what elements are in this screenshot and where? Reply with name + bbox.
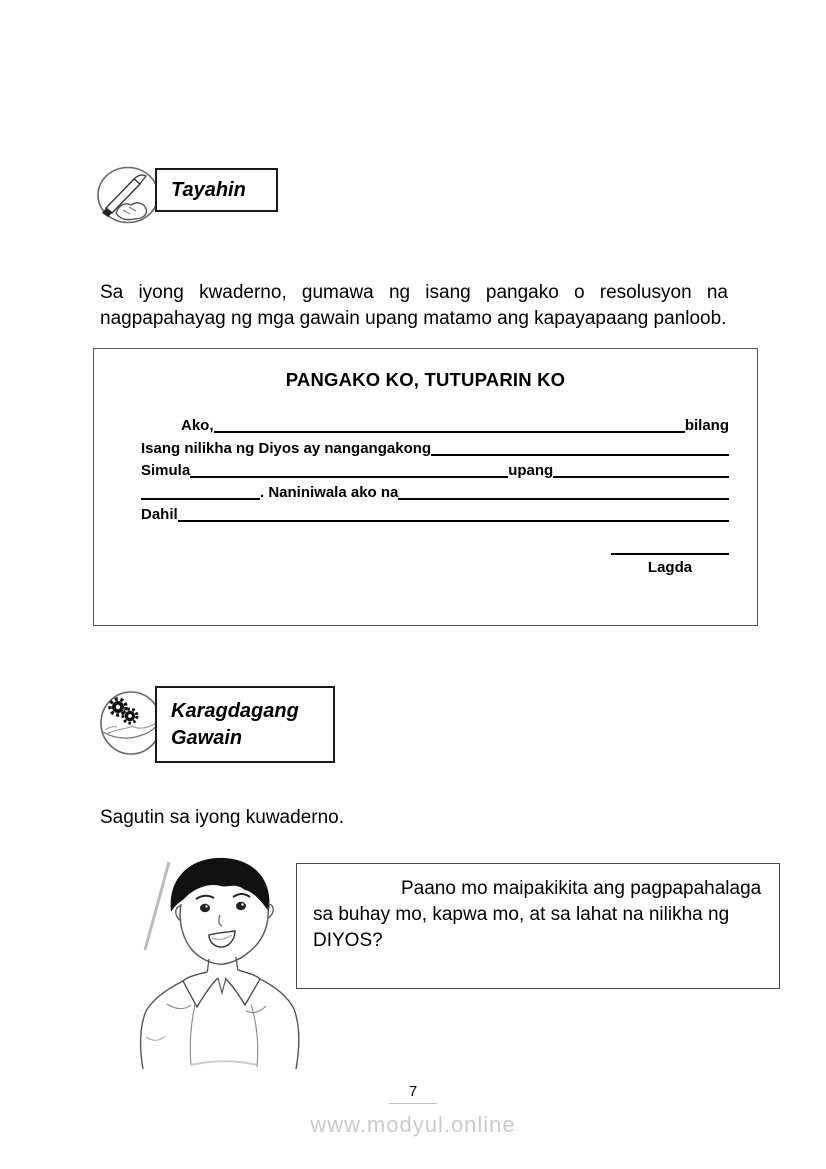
boy-sketch-illustration <box>133 852 307 1075</box>
tayahin-label: Tayahin <box>171 178 246 201</box>
pledge-fill-line <box>141 434 729 456</box>
pledge-text-segment: Ako, <box>181 417 214 435</box>
question-box <box>296 863 780 989</box>
page-number: 7 <box>389 1083 437 1104</box>
pledge-blank-line <box>141 498 260 500</box>
pledge-text-segment: Dahil <box>141 506 178 524</box>
pledge-fill-line <box>141 412 729 434</box>
pledge-blank-line <box>553 476 729 478</box>
pledge-lines <box>94 412 757 523</box>
signature-label: Lagda <box>647 559 693 577</box>
writing-hand-icon <box>96 166 160 229</box>
pledge-blank-line <box>214 431 685 433</box>
pledge-text-segment: . Naniniwala ako na <box>260 484 399 502</box>
pledge-blank-line <box>431 454 729 456</box>
pledge-fill-line <box>141 457 729 479</box>
pledge-title: PANGAKO KO, TUTUPARIN KO <box>285 369 566 390</box>
pledge-text-segment: bilang <box>684 417 729 435</box>
pledge-form-box <box>93 348 758 626</box>
signature-line <box>611 553 729 555</box>
watermark: www.modyul.online <box>310 1112 516 1137</box>
pledge-text-segment: upang <box>508 461 554 479</box>
karagdagang-label-line2: Gawain <box>171 726 243 749</box>
pledge-blank-line <box>178 520 729 522</box>
pledge-text-segment: Isang nilikha ng Diyos ay nangangakong <box>141 439 432 457</box>
footer <box>0 1083 826 1104</box>
pledge-text-segment: Simula <box>141 461 191 479</box>
karagdagang-heading-box <box>155 686 335 763</box>
pledge-fill-line <box>141 479 729 501</box>
question-text: Paano mo maipakikita ang pagpapahalaga sa buhay mo, kapwa mo, at sa lahat na nilikha ng DIYOS? <box>313 878 762 951</box>
pledge-blank-line <box>190 476 508 478</box>
signature-block <box>611 553 729 576</box>
karagdagang-label-line1: Karagdagang <box>171 699 299 722</box>
tayahin-instruction: Sa iyong kwaderno, gumawa ng isang pangako o resolusyon na nagpapahayag ng mga gawain upang matamo ang kapayapaang panloob. <box>100 282 728 329</box>
gears-hand-icon <box>99 690 163 761</box>
karagdagang-instruction: Sagutin sa iyong kuwaderno. <box>100 807 344 828</box>
pledge-blank-line <box>398 498 729 500</box>
pledge-fill-line <box>141 501 729 523</box>
tayahin-heading-box <box>155 168 278 212</box>
